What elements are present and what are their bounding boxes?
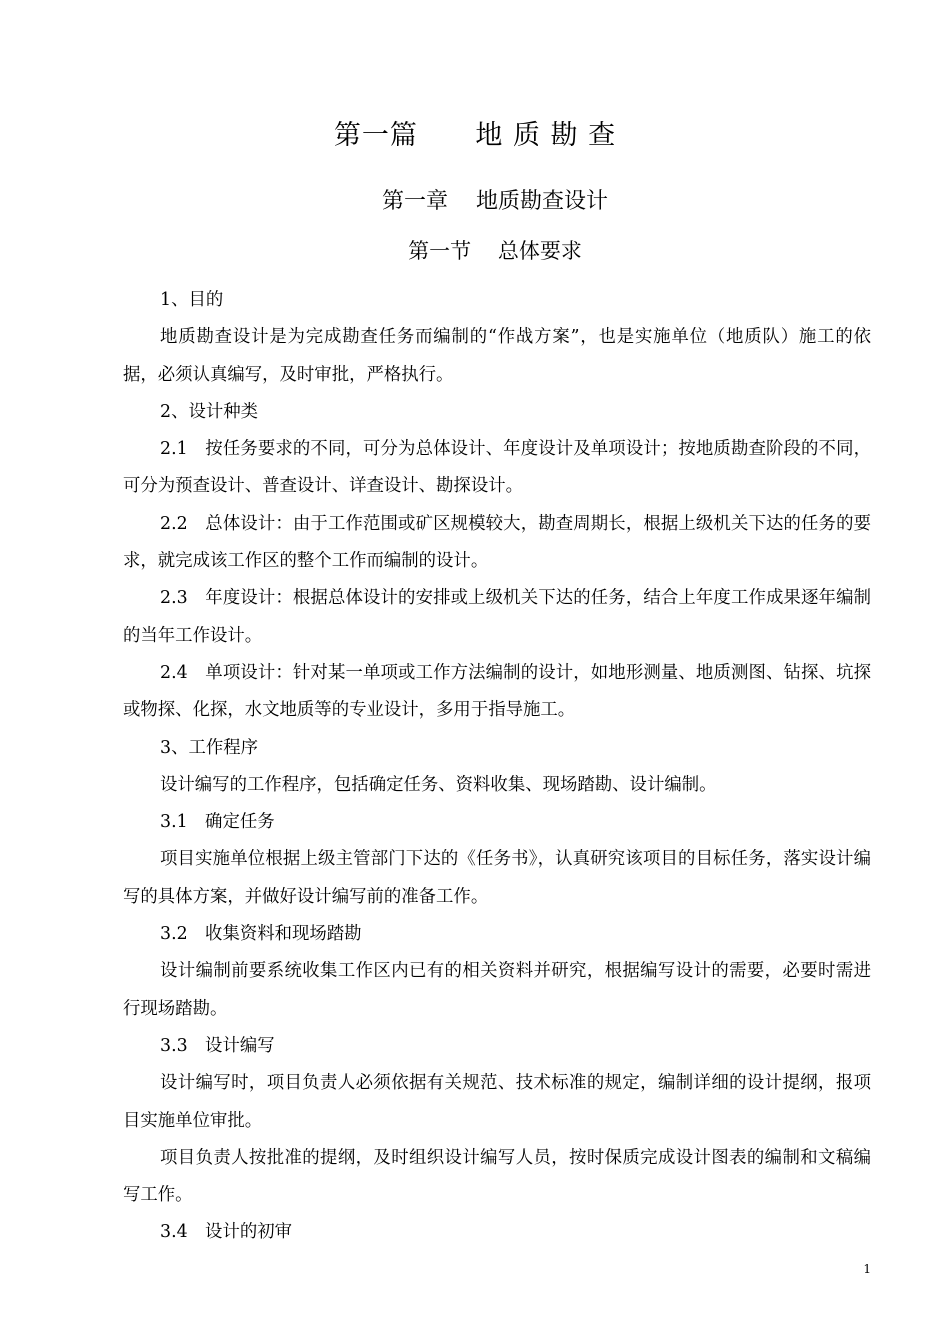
paragraph-3-3-b: 项目负责人按批准的提纲，及时组织设计编写人员，按时保质完成设计图表的编制和文稿编写工作。	[123, 1147, 871, 1206]
chapter-title: 第一章 地质勘查设计	[382, 189, 608, 214]
part-title: 第一篇 地 质 勘 查	[333, 120, 617, 151]
heading-design-types: 2、设计种类	[160, 401, 259, 422]
paragraph-procedure: 设计编写的工作程序，包括确定任务、资料收集、现场踏勘、设计编制。	[160, 774, 717, 795]
page-number: 1	[863, 1262, 871, 1276]
heading-3-3: 3.3 设计编写	[160, 1035, 275, 1056]
heading-3-1: 3.1 确定任务	[160, 812, 275, 833]
paragraph-3-2: 设计编制前要系统收集工作区内已有的相关资料并研究，根据编写设计的需要，必要时需进行现场踏勘。	[123, 961, 871, 1019]
paragraph-3-1: 项目实施单位根据上级主管部门下达的《任务书》，认真研究该项目的目标任务，落实设计编写的具体方案，并做好设计编写前的准备工作。	[123, 849, 871, 907]
section-title: 第一节 总体要求	[408, 239, 582, 263]
paragraph-2-2: 2.2 总体设计：由于工作范围或矿区规模较大，勘查周期长，根据上级机关下达的任务的要求，就完成该工作区的整个工作而编制的设计。	[123, 513, 871, 572]
heading-work-procedure: 3、工作程序	[160, 737, 259, 758]
document-body	[123, 282, 871, 1252]
heading-purpose: 1、目的	[160, 290, 224, 310]
paragraph-3-3-a: 设计编写时，项目负责人必须依据有关规范、技术标准的规定，编制详细的设计提纲，报项目实施单位审批。	[123, 1073, 871, 1131]
heading-3-4: 3.4 设计的初审	[160, 1222, 293, 1243]
paragraph-2-4: 2.4 单项设计：针对某一单项或工作方法编制的设计，如地形测量、地质测图、钻探、坑探或物探、化探，水文地质等的专业设计，多用于指导施工。	[123, 662, 871, 721]
heading-3-2: 3.2 收集资料和现场踏勘	[160, 924, 362, 945]
paragraph-2-3: 2.3 年度设计：根据总体设计的安排或上级机关下达的任务，结合上年度工作成果逐年编制的当年工作设计。	[123, 588, 871, 646]
paragraph-purpose: 地质勘查设计是为完成勘查任务而编制的“作战方案”，也是实施单位（地质队）施工的依据，必须认真编写，及时审批，严格执行。	[123, 327, 871, 385]
paragraph-2-1: 2.1 按任务要求的不同，可分为总体设计、年度设计及单项设计；按地质勘查阶段的不同，可分为预查设计、普查设计、详查设计、勘探设计。	[123, 439, 871, 497]
